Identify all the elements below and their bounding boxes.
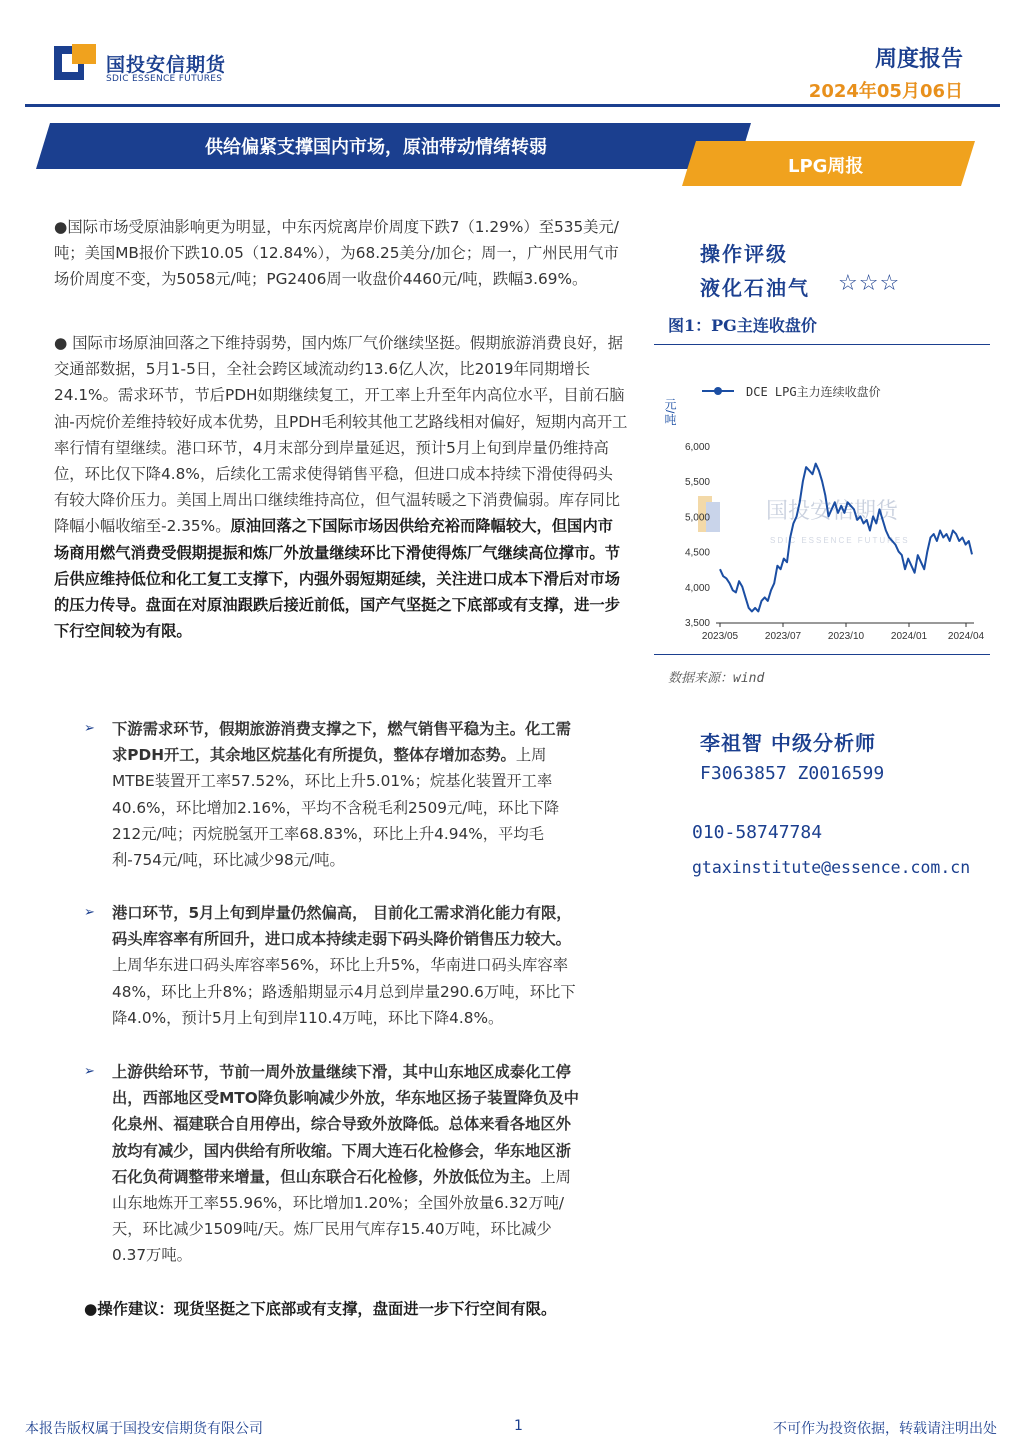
paragraph-2-conclusion: 原油回落之下国际市场因供给充裕而降幅较大，但国内市场商用燃气消费受假期提振和炼厂外放量继续环比下滑使得炼厂气继续高位撑市。节后供应维持低位和化工复工支撑下，内强外弱短期延续，关注进口成本下滑后对市场的压力传导。盘面在对原油跟跌后接近前低，国产气坚挺之下底部或有支撑，进一步下行空间较为有限。 <box>54 517 620 641</box>
supply-detail: 上周山东地炼开工率55.96%，环比增加1.20%；全国外放量6.32万吨/天，环比减少1509吨/天。炼厂民用气库存15.40万吨，环比减少0.37万吨。 <box>112 1167 571 1265</box>
arrow-bullet-icon: ➢ <box>84 721 95 736</box>
x-tick-label: 2023/07 <box>764 631 802 642</box>
y-axis-ticks <box>685 442 710 629</box>
port-detail: 上周华东进口码头库容率56%，环比上升5%，华南进口码头库容率48%，环比上升8%；路透船期显示4月总到岸量290.6万吨，环比下降4.0%，预计5月上旬到岸110.4万吨，环比下降4.8%。 <box>112 956 576 1027</box>
y-tick-label: 5,500 <box>684 477 710 489</box>
x-tick-label: 2023/05 <box>701 631 739 642</box>
company-name-en: SDIC ESSENCE FUTURES <box>106 74 223 84</box>
legend-label: DCE LPG主力连续收盘价 <box>746 385 881 399</box>
summary-paragraph-2 <box>54 330 628 644</box>
x-axis-ticks <box>702 623 985 642</box>
y-tick-label: 5,000 <box>684 512 710 524</box>
figure-bottom-divider <box>654 654 990 655</box>
rating-stars: ☆☆☆ <box>838 271 901 296</box>
contact-phone: 010-58747784 <box>692 822 823 843</box>
list-item-supply <box>84 1059 584 1269</box>
data-source: 数据来源：wind <box>668 671 765 686</box>
rating-label: 操作评级 <box>700 242 788 266</box>
port-highlight: 港口环节，5月上旬到岸量仍然偏高， 目前化工需求消化能力有限，码头库容率有所回升，进口成本持续走弱下码头降价销售压力较大。 <box>112 904 572 949</box>
figure-title: 图1：PG主连收盘价 <box>668 316 817 335</box>
x-tick-label: 2024/01 <box>890 631 928 642</box>
lpg-weekly-label: LPG周报 <box>788 156 864 177</box>
footer-disclaimer: 不可作为投资依据，转载请注明出处 <box>773 1421 997 1437</box>
price-line-chart <box>660 370 990 658</box>
header-divider <box>25 104 1000 107</box>
y-axis-unit: 元/吨 <box>663 398 677 426</box>
analyst-certificates: F3063857 Z0016599 <box>700 763 885 784</box>
report-title: 供给偏紧支撑国内市场，原油带动情绪转弱 <box>205 137 547 158</box>
watermark-text-en: SDIC ESSENCE FUTURES <box>770 536 910 545</box>
y-tick-label: 4,500 <box>684 547 710 559</box>
summary-paragraph-1: ●国际市场受原油影响更为明显，中东丙烷离岸价周度下跌7（1.29%）至535美元/吨；美国MB报价下跌10.05（12.84%），为68.25美分/加仑；周一，广州民用气市场价周度不变，为5058元/吨；PG2406周一收盘价4460元/吨，跌幅3.69%。 <box>54 218 619 289</box>
y-tick-label: 6,000 <box>684 442 710 453</box>
page-number: 1 <box>514 1418 523 1434</box>
company-name-cn: 国投安信期货 <box>106 54 227 76</box>
arrow-bullet-icon: ➢ <box>84 905 95 920</box>
y-tick-label: 3,500 <box>684 618 710 629</box>
watermark-text-cn: 国投安信期货 <box>766 498 899 523</box>
demand-detail: 上周MTBE装置开工率57.52%，环比上升5.01%；烷基化装置开工率40.6%，环比增加2.16%，平均不含税毛利2509元/吨，环比下降212元/吨；丙烷脱氢开工率68.83%，环比上升4.94%，平均毛利-754元/吨，环比减少98元/吨。 <box>112 746 560 870</box>
chart-legend <box>702 384 881 399</box>
operation-advice: ●操作建议：现货坚挺之下底部或有支撑，盘面进一步下行空间有限。 <box>84 1300 557 1318</box>
y-tick-label: 4,000 <box>684 582 710 594</box>
demand-highlight: 下游需求环节，假期旅游消费支撑之下，燃气销售平稳为主。化工需求PDH开工，其余地区烷基化有所提负，整体存增加态势。 <box>112 720 571 765</box>
footer-copyright: 本报告版权属于国投安信期货有限公司 <box>25 1421 263 1437</box>
x-tick-label: 2023/10 <box>827 631 865 642</box>
paragraph-2-text: ● 国际市场原油回落之下维持弱势，国内炼厂气价继续坚挺。假期旅游消费良好，据交通部数据，5月1-5日，全社会跨区域流动约13.6亿人次，比2019年同期增长24.1%。需求环节，节后PDH如期继续复工，开工率上升至年内高位水平，目前石脑油-丙烷价差维持较好成本优势，且PDH毛利较其他工艺路线相对偏好，短期内高开工率行情有望继续。港口环节，4月末部分到岸量延迟，预计5月上旬到岸量仍维持高位，环比仅下降4.8%，后续化工需求使得销售平稳，但进口成本持续下滑使得码头有较大降价压力。美国上周出口继续维持高位，但气温转暖之下消费偏弱。库存同比降幅小幅收缩至-2.35%。 <box>54 334 628 536</box>
arrow-bullet-icon: ➢ <box>84 1064 95 1079</box>
report-type: 周度报告 <box>874 47 963 72</box>
supply-highlight: 上游供给环节，节前一周外放量继续下滑，其中山东地区成泰化工停出，西部地区受MTO降负影响减少外放，华东地区扬子装置降负及中化泉州、福建联合自用停出，综合导致外放降低。总体来看各地区外放均有减少，国内供给有所收缩。下周大连石化检修会，华东地区浙石化负荷调整带来增量，但山东联合石化检修，外放低位为主。 <box>112 1063 579 1186</box>
company-logo-icon <box>52 44 98 84</box>
contact-email[interactable]: gtaxinstitute@essence.com.cn <box>692 858 971 877</box>
report-date: 2024年05月06日 <box>808 81 963 102</box>
x-tick-label: 2024/04 <box>947 631 985 642</box>
list-item-port <box>84 900 584 1031</box>
figure-divider <box>654 344 990 345</box>
product-name: 液化石油气 <box>700 276 810 300</box>
legend-marker-icon <box>714 387 722 395</box>
analyst-name: 李祖智 中级分析师 <box>700 731 876 755</box>
list-item-demand <box>84 716 584 873</box>
